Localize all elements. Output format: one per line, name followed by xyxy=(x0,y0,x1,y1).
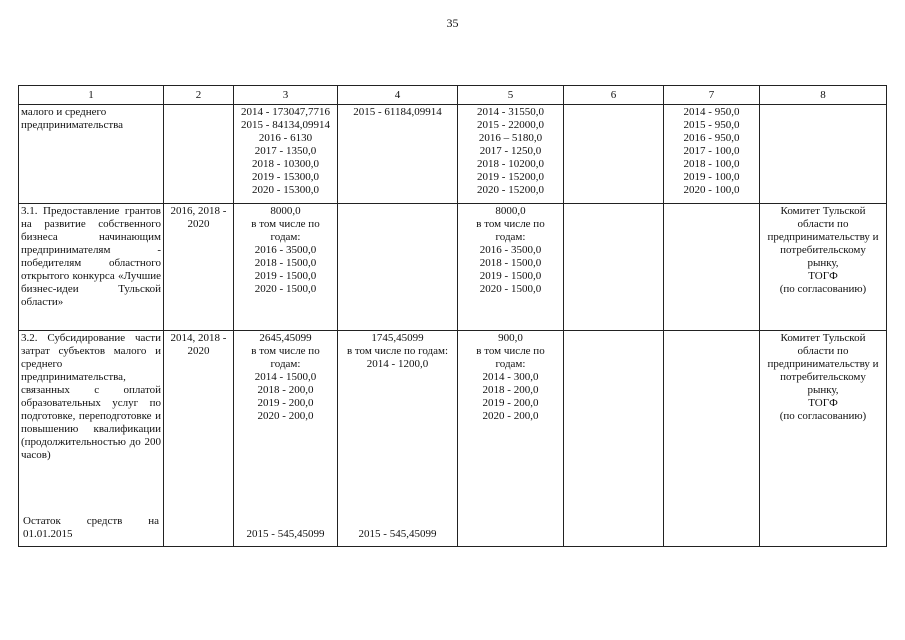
balance-label: Остаток средств на 01.01.2015 xyxy=(23,515,159,540)
table-row xyxy=(19,204,887,331)
cell-col7: 2014 - 950,0 2015 - 950,0 2016 - 950,0 2017 - 100,0 2018 - 100,0 2019 - 100,0 2020 - 100,0 xyxy=(664,105,760,204)
header-cell-1: 1 xyxy=(19,86,164,105)
cell-total xyxy=(234,331,338,547)
cell-total: 8000,0 в том числе по годам: 2016 - 3500,0 2018 - 1500,0 2019 - 1500,0 2020 - 1500,0 xyxy=(234,204,338,331)
cell-col6 xyxy=(564,331,664,547)
cell-col6 xyxy=(564,204,664,331)
header-cell-3: 3 xyxy=(234,86,338,105)
total-balance: 2015 - 545,45099 xyxy=(246,528,325,540)
table-header-row xyxy=(19,86,887,105)
cell-activity: малого и среднего предпринимательства xyxy=(19,105,164,204)
table-row xyxy=(19,105,887,204)
col4-text: 1745,45099 в том числе по годам: 2014 - 1200,0 xyxy=(346,332,449,370)
cell-activity: 3.1. Предоставление грантов на развитие собственного бизнеса начинающим предпринимателям - победителям областного открытого конкурса «Лучшие бизнес-идеи Тульской области» xyxy=(19,204,164,331)
activity-text: 3.2. Субсидирование части затрат субъектов малого и среднего предпринимательства, связанных с оплатой образовательных услуг по подготовке, переподготовке и повышению квалификации (продолжительностью до 200 часов) xyxy=(21,332,161,461)
header-cell-5: 5 xyxy=(458,86,564,105)
cell-col4: 2015 - 61184,09914 xyxy=(338,105,458,204)
header-cell-2: 2 xyxy=(164,86,234,105)
cell-executor: Комитет Тульской области по предпринимательству и потребительскому рынку, ТОГФ (по согласованию) xyxy=(760,331,887,547)
cell-col4 xyxy=(338,204,458,331)
header-cell-8: 8 xyxy=(760,86,887,105)
cell-total: 2014 - 173047,7716 2015 - 84134,09914 2016 - 6130 2017 - 1350,0 2018 - 10300,0 2019 - 15300,0 2020 - 15300,0 xyxy=(234,105,338,204)
page-number: 35 xyxy=(446,16,459,30)
cell-col5: 8000,0 в том числе по годам: 2016 - 3500,0 2018 - 1500,0 2019 - 1500,0 2020 - 1500,0 xyxy=(458,204,564,331)
cell-col7 xyxy=(664,331,760,547)
cell-period: 2016, 2018 - 2020 xyxy=(164,204,234,331)
cell-period: 2014, 2018 - 2020 xyxy=(164,331,234,547)
cell-activity xyxy=(19,331,164,547)
cell-col7 xyxy=(664,204,760,331)
col4-balance: 2015 - 545,45099 xyxy=(358,528,437,540)
total-text: 2645,45099 в том числе по годам: 2014 - 1500,0 2018 - 200,0 2019 - 200,0 2020 - 200,0 xyxy=(251,332,320,422)
cell-executor xyxy=(760,105,887,204)
program-table xyxy=(18,85,887,547)
cell-executor: Комитет Тульской области по предпринимательству и потребительскому рынку, ТОГФ (по согласованию) xyxy=(760,204,887,331)
cell-col5: 2014 - 31550,0 2015 - 22000,0 2016 – 5180,0 2017 - 1250,0 2018 - 10200,0 2019 - 15200,0 2020 - 15200,0 xyxy=(458,105,564,204)
cell-col5: 900,0 в том числе по годам: 2014 - 300,0 2018 - 200,0 2019 - 200,0 2020 - 200,0 xyxy=(458,331,564,547)
header-cell-4: 4 xyxy=(338,86,458,105)
table-row xyxy=(19,331,887,547)
header-cell-7: 7 xyxy=(664,86,760,105)
header-cell-6: 6 xyxy=(564,86,664,105)
cell-period xyxy=(164,105,234,204)
cell-col4 xyxy=(338,331,458,547)
cell-col6 xyxy=(564,105,664,204)
